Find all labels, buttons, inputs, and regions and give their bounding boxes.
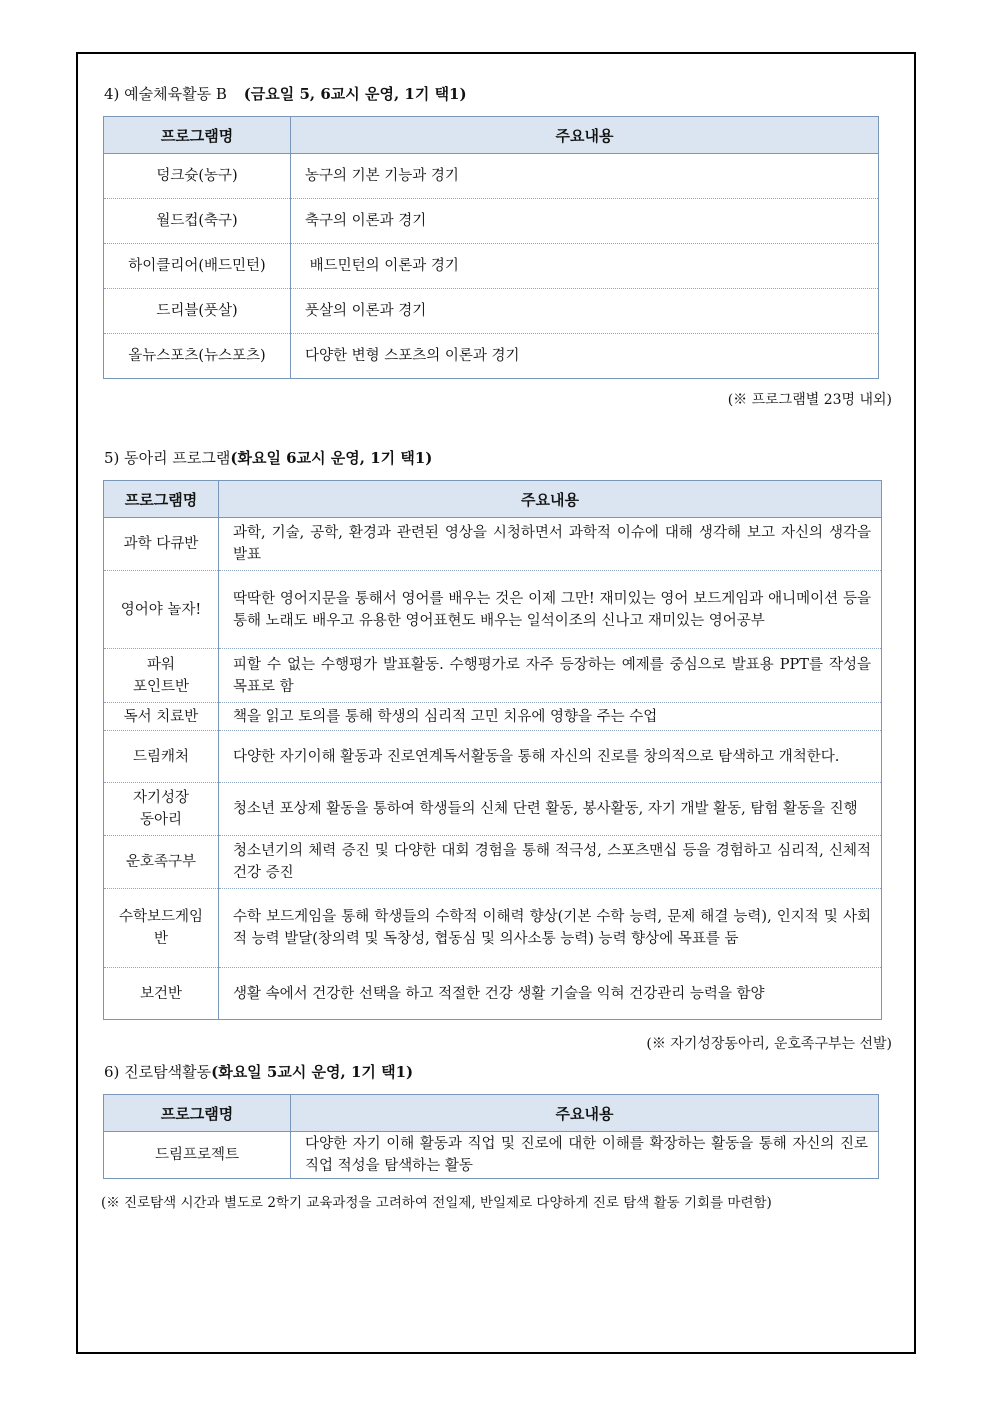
- club-desc: 생활 속에서 건강한 선택을 하고 적절한 건강 생활 기술을 익혀 건강관리 능력을 함양: [219, 968, 882, 1020]
- header-program-name: 프로그램명: [104, 481, 219, 518]
- table-header-row: [104, 117, 879, 154]
- section6-heading: [104, 1061, 413, 1082]
- program-name: 덩크슛(농구): [104, 154, 291, 199]
- section6-title: 6) 진로탐색활동: [104, 1063, 212, 1081]
- program-name: 드림프로젝트: [104, 1132, 291, 1179]
- table-row: [104, 199, 879, 244]
- section4-note: (※ 프로그램별 23명 내외): [727, 392, 892, 408]
- table-row: [104, 889, 882, 968]
- program-name: 월드컵(축구): [104, 199, 291, 244]
- club-desc: 책을 읽고 토의를 통해 학생의 심리적 고민 치유에 영향을 주는 수업: [219, 703, 882, 731]
- section6-title-detail: (화요일 5교시 운영, 1기 택1): [211, 1063, 414, 1081]
- program-desc: 풋살의 이론과 경기: [291, 289, 879, 334]
- table-row: [104, 836, 882, 889]
- section6-note: (※ 진로탐색 시간과 별도로 2학기 교육과정을 고려하여 전일제, 반일제로 다양하게 진로 탐색 활동 기회를 마련함): [101, 1195, 772, 1211]
- section6-table: [103, 1094, 879, 1179]
- header-main-content: 주요내용: [291, 117, 879, 154]
- table-row: [104, 1132, 879, 1179]
- club-desc: 딱딱한 영어지문을 통해서 영어를 배우는 것은 이제 그만! 재미있는 영어 보드게임과 애니메이션 등을 통해 노래도 배우고 유용한 영어표현도 배우는 일석이조의 신나고 재미있는 영어공부: [219, 571, 882, 649]
- club-name: 영어야 놀자!: [104, 571, 219, 649]
- club-name: 수학보드게임 반: [104, 889, 219, 968]
- table-row: [104, 649, 882, 703]
- table-row: [104, 571, 882, 649]
- club-desc: 과학, 기술, 공학, 환경과 관련된 영상을 시청하면서 과학적 이슈에 대해 생각해 보고 자신의 생각을 발표: [219, 518, 882, 571]
- table-row: [104, 518, 882, 571]
- club-name: 과학 다큐반: [104, 518, 219, 571]
- program-name: 하이클리어(배드민턴): [104, 244, 291, 289]
- club-desc: 피할 수 없는 수행평가 발표활동. 수행평가로 자주 등장하는 예제를 중심으로 발표용 PPT를 작성을 목표로 함: [219, 649, 882, 703]
- table-row: [104, 289, 879, 334]
- section5-note: (※ 자기성장동아리, 운호족구부는 선발): [646, 1036, 892, 1052]
- club-desc: 수학 보드게임을 통해 학생들의 수학적 이해력 향상(기본 수학 능력, 문제 해결 능력), 인지적 및 사회적 능력 발달(창의력 및 독창성, 협동심 및 의사소통 능력) 능력 향상에 목표를 둠: [219, 889, 882, 968]
- table-row: [104, 968, 882, 1020]
- section5-table: [103, 480, 882, 1020]
- club-desc: 청소년기의 체력 증진 및 다양한 대회 경험을 통해 적극성, 스포츠맨십 등을 경험하고 심리적, 신체적 건강 증진: [219, 836, 882, 889]
- section5-title: 5) 동아리 프로그램: [104, 449, 231, 467]
- table-row: [104, 783, 882, 836]
- table-row: [104, 703, 882, 731]
- table-row: [104, 154, 879, 199]
- program-name: 올뉴스포츠(뉴스포츠): [104, 334, 291, 379]
- program-desc: 축구의 이론과 경기: [291, 199, 879, 244]
- club-name: 독서 치료반: [104, 703, 219, 731]
- club-name: 보건반: [104, 968, 219, 1020]
- header-program-name: 프로그램명: [104, 117, 291, 154]
- section5-heading: [104, 447, 432, 468]
- table-row: [104, 334, 879, 379]
- club-name: 드림캐처: [104, 731, 219, 783]
- club-name: 파워 포인트반: [104, 649, 219, 703]
- table-header-row: [104, 481, 882, 518]
- table-row: [104, 244, 879, 289]
- program-desc: 농구의 기본 기능과 경기: [291, 154, 879, 199]
- header-main-content: 주요내용: [291, 1095, 879, 1132]
- header-program-name: 프로그램명: [104, 1095, 291, 1132]
- section4-title: 4) 예술체육활동 B: [104, 85, 227, 103]
- section4-table: [103, 116, 879, 379]
- header-main-content: 주요내용: [219, 481, 882, 518]
- club-desc: 다양한 자기이해 활동과 진로연계독서활동을 통해 자신의 진로를 창의적으로 탐색하고 개척한다.: [219, 731, 882, 783]
- program-desc: 다양한 변형 스포츠의 이론과 경기: [291, 334, 879, 379]
- club-name: 운호족구부: [104, 836, 219, 889]
- section4-title-detail: (금요일 5, 6교시 운영, 1기 택1): [243, 85, 467, 103]
- club-desc: 청소년 포상제 활동을 통하여 학생들의 신체 단련 활동, 봉사활동, 자기 개발 활동, 탐험 활동을 진행: [219, 783, 882, 836]
- table-header-row: [104, 1095, 879, 1132]
- club-name: 자기성장 동아리: [104, 783, 219, 836]
- table-row: [104, 731, 882, 783]
- program-desc: 다양한 자기 이해 활동과 직업 및 진로에 대한 이해를 확장하는 활동을 통해 자신의 진로 직업 적성을 탐색하는 활동: [291, 1132, 879, 1179]
- section5-title-detail: (화요일 6교시 운영, 1기 택1): [230, 449, 433, 467]
- program-desc: 배드민턴의 이론과 경기: [291, 244, 879, 289]
- section4-heading: [104, 83, 467, 104]
- program-name: 드리블(풋살): [104, 289, 291, 334]
